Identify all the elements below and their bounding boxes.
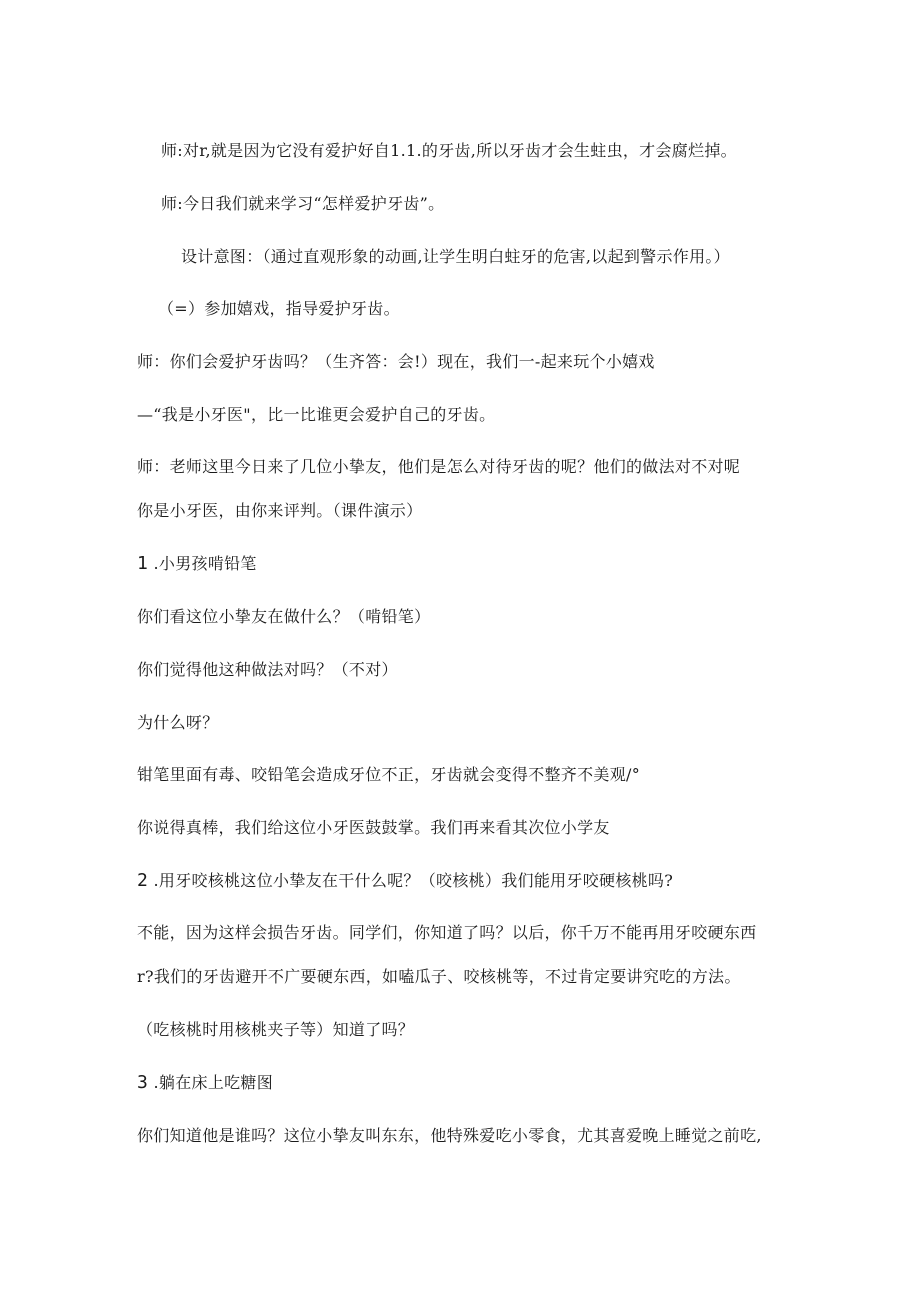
paragraph-is-it-right: 你们觉得他这种做法对吗？（不对） <box>137 660 398 679</box>
list-item-3-text: .躺在床上吃糖图 <box>153 1073 274 1092</box>
list-item-1-number: 1 <box>137 553 149 574</box>
paragraph-you-judge: 你是小牙医，由你来评判。（课件演示） <box>137 501 423 520</box>
list-item-2-text: .用牙咬核桃这位小挚友在干什么呢？（咬核桃）我们能用牙咬硬核桃吗? <box>153 871 674 890</box>
paragraph-design-intent: 设计意图：（通过直观形象的动画,让学生明白蛀牙的危害,以起到警示作用。） <box>181 247 730 266</box>
paragraph-teacher-reason: 师:对r,就是因为它没有爱护好自1.1.的牙齿,所以牙齿才会生蛀虫，才会腐烂掉。 <box>161 141 737 160</box>
list-item-3 <box>137 1072 273 1094</box>
paragraph-pencil-toxic: 钳笔里面有毒、咬铅笔会造成牙位不正，牙齿就会变得不整齐不美观/° <box>137 765 640 784</box>
paragraph-well-said: 你说得真棒，我们给这位小牙医鼓鼓掌。我们再来看其次位小学友 <box>137 818 610 837</box>
list-item-1-text: .小男孩啃铅笔 <box>153 554 257 573</box>
paragraph-teacher-question: 师：你们会爱护牙齿吗？（生齐答：会!）现在，我们一-起来玩个小嬉戏 <box>137 352 655 371</box>
paragraph-dongdong: 你们知道他是谁吗？这位小挚友叫东东，他特殊爱吃小零食，尤其喜爱晚上睡觉之前吃, <box>137 1126 762 1145</box>
paragraph-cannot: 不能，因为这样会损告牙齿。同学们，你知道了吗？以后，你千万不能再用牙咬硬东西 <box>137 923 757 942</box>
list-item-3-number: 3 <box>137 1072 149 1093</box>
list-item-2-number: 2 <box>137 870 149 891</box>
paragraph-what-doing: 你们看这位小挚友在做什么？（啃铅笔） <box>137 607 431 626</box>
paragraph-nutcracker: （吃核桃时用核桃夹子等）知道了吗？ <box>137 1020 415 1039</box>
list-item-2 <box>137 870 673 892</box>
paragraph-teacher-friends: 师：老师这里今日来了几位小挚友，他们是怎么对待牙齿的呢？他们的做法对不对呢 <box>137 457 741 476</box>
paragraph-why: 为什么呀？ <box>137 713 219 732</box>
paragraph-avoid-hard: r?我们的牙齿避开不广要硬东西，如嗑瓜子、咬核桃等，不过肯定要讲究吃的方法。 <box>137 967 741 986</box>
paragraph-little-dentist: —“我是小牙医"，比一比谁更会爱护自己的牙齿。 <box>137 405 496 424</box>
paragraph-teacher-today: 师:今日我们就来学习“怎样爱护牙齿”。 <box>161 194 445 213</box>
section-heading-game: （=）参加嬉戏，指导爱护牙齿。 <box>158 299 400 318</box>
list-item-1 <box>137 553 257 575</box>
